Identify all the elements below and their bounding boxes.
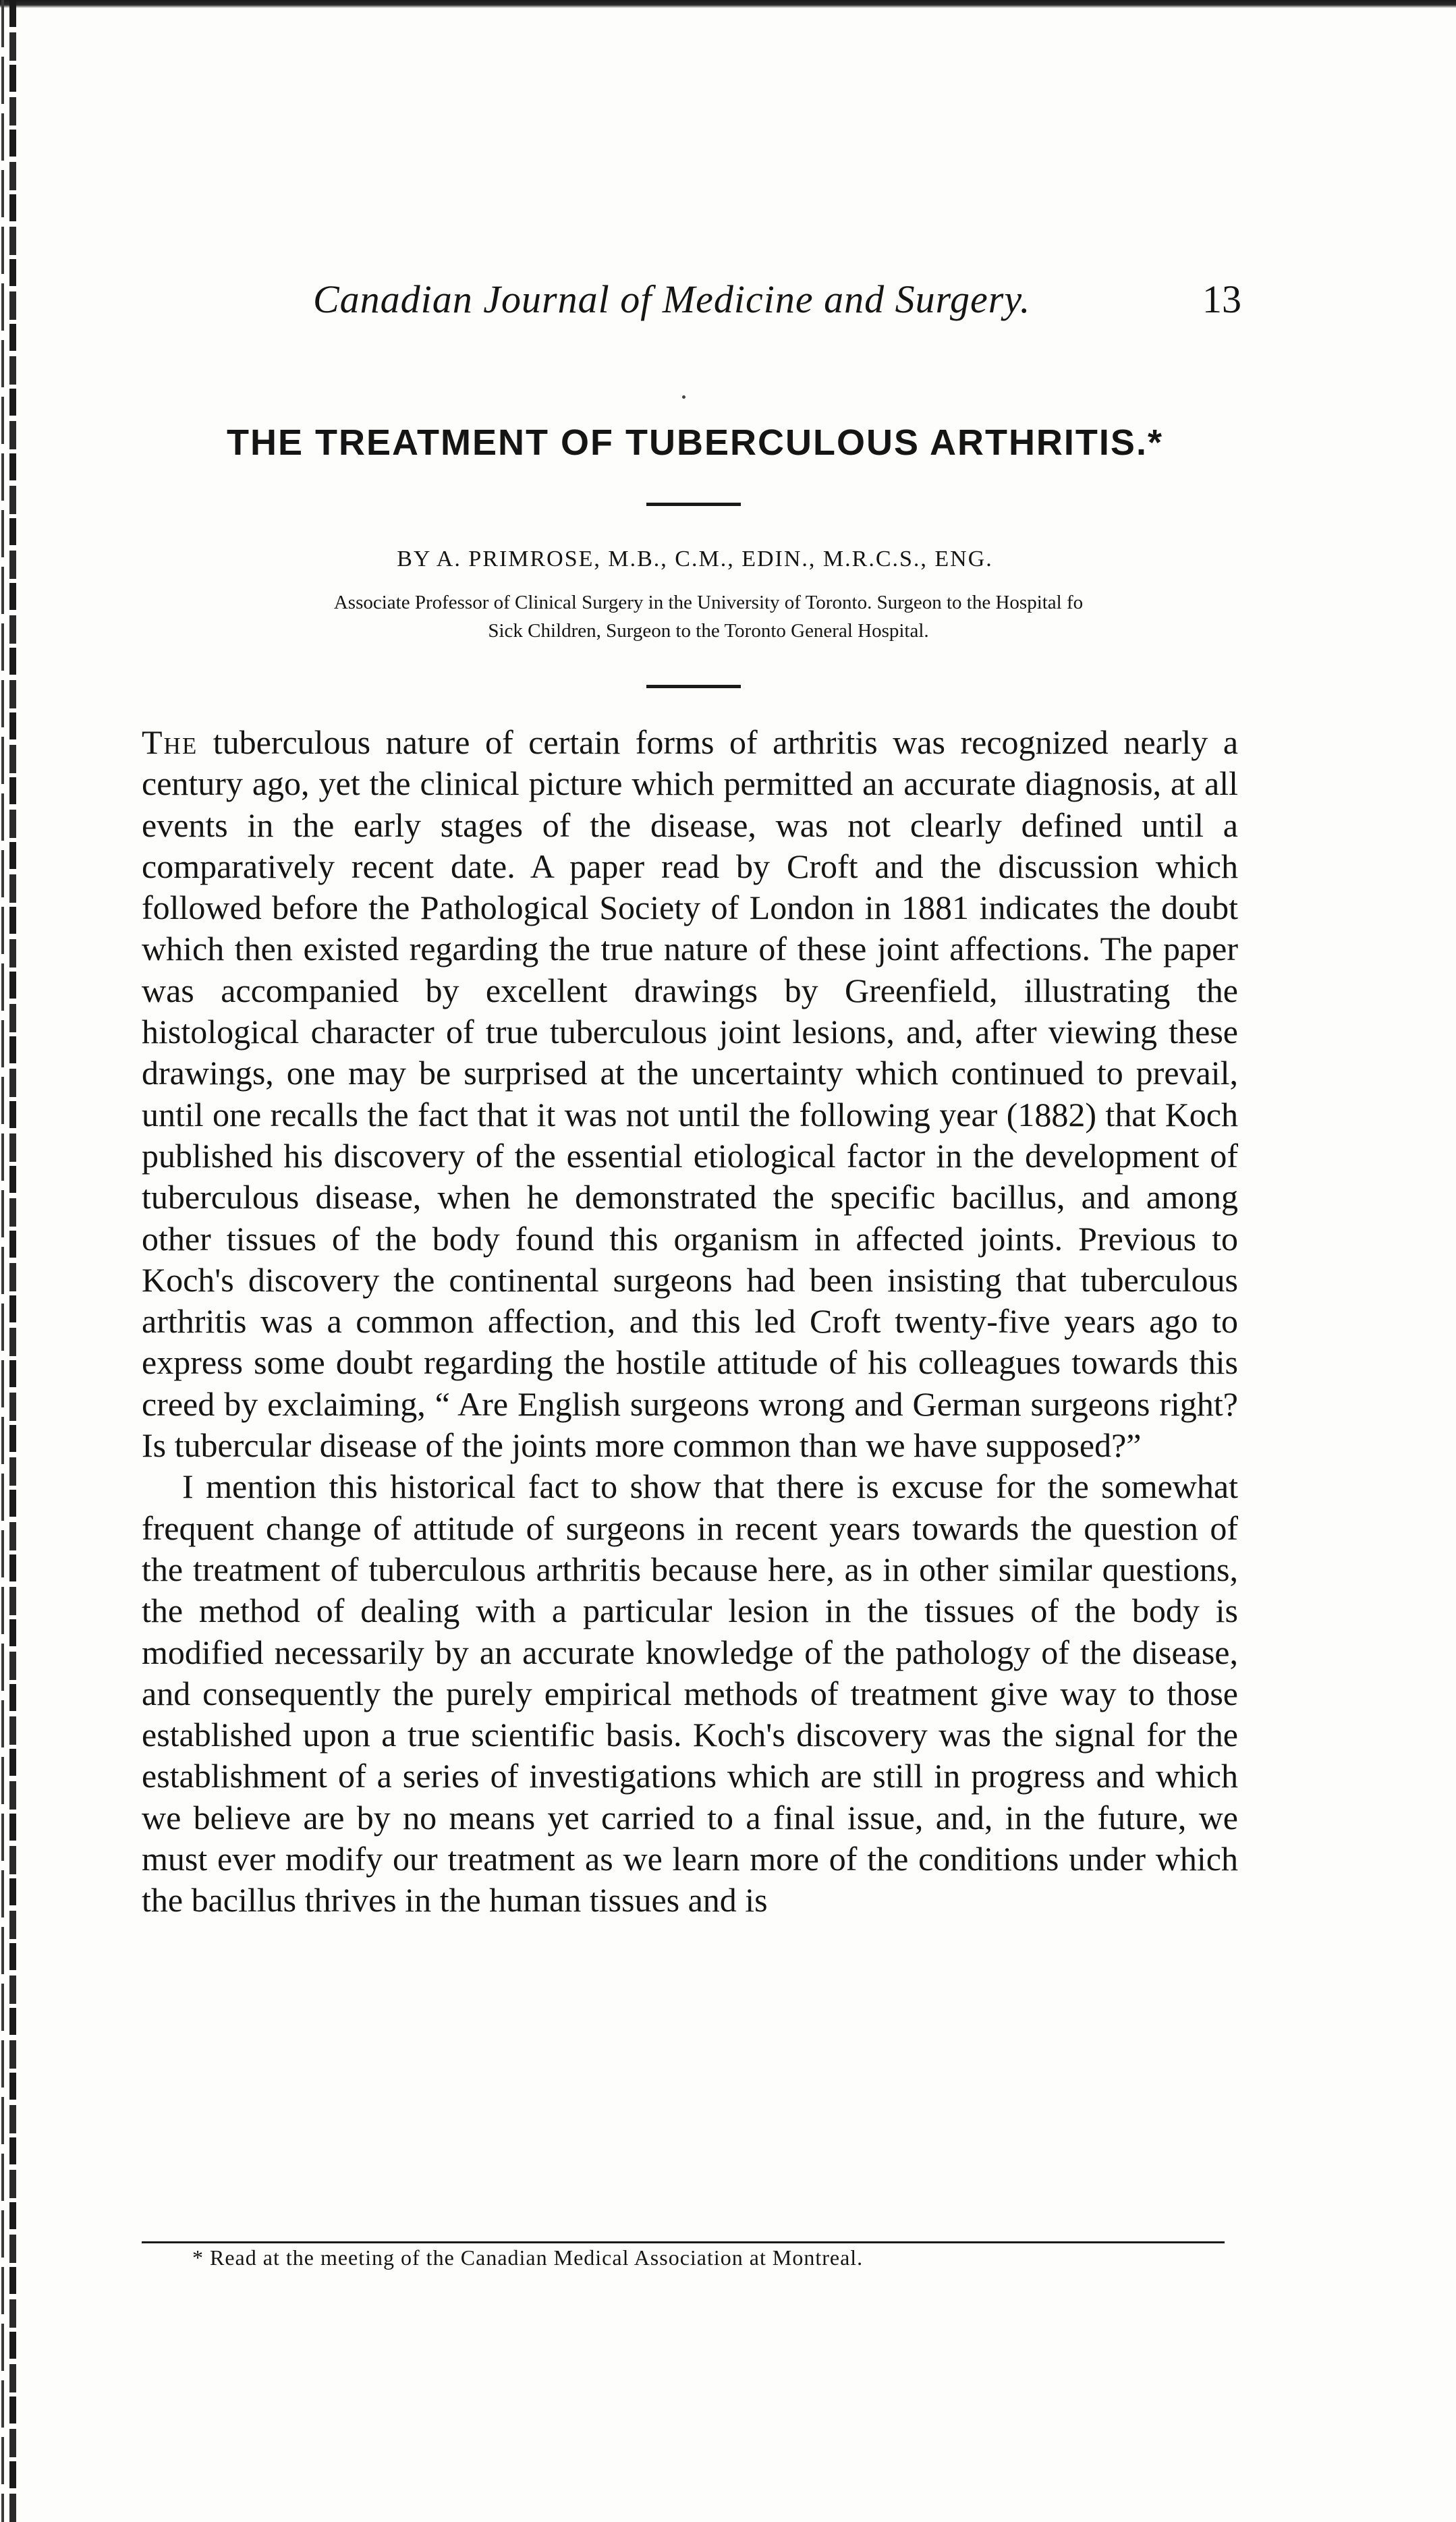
author-affiliation	[175, 588, 1241, 645]
page-number: 13	[1202, 277, 1241, 321]
byline-rule	[646, 685, 741, 688]
running-header	[297, 277, 1241, 331]
affiliation-line-1: Associate Professor of Clinical Surgery in the University of Toronto. Surgeon to the Hospital fo	[333, 592, 1084, 613]
author-byline: BY A. PRIMROSE, M.B., C.M., EDIN., M.R.C.S., ENG.	[397, 547, 993, 571]
footnote: * Read at the meeting of the Canadian Medical Association at Montreal.	[192, 2245, 864, 2270]
binding-edge-outer	[1, 0, 4, 2522]
article-title: THE TREATMENT OF TUBERCULOUS ARTHRITIS.*	[227, 422, 1163, 463]
journal-title: Canadian Journal of Medicine and Surgery.	[313, 277, 1031, 321]
binding-edge	[9, 0, 16, 2522]
paragraph-1	[142, 722, 1238, 1466]
affiliation-line-2: Sick Children, Surgeon to the Toronto General Hospital.	[488, 620, 929, 642]
paragraph-1-text: tuberculous nature of certain forms of arthritis was recognized nearly a century ago, yet the clinical picture which permitted an accurate diagnosis, at all events in the early stages of the disease, was not clearly defined until a comparatively recent date. A paper read by Croft and the discussion which followed before the Pathological Society of London in 1881 indicates the doubt which then existed regarding the true nature of these joint affections. The paper was accompanied by excellent drawings by Greenfield, illustrating the histological character of true tuberculous joint lesions, and, after viewing these drawings, one may be surprised at the uncertainty which continued to prevail, until one recalls the fact that it was not until the following year (1882) that Koch published his discovery of the essential etiological factor in the development of tuberculous disease, when he demonstrated the specific bacillus, and among other tissues of the body found this organism in affected joints. Previous to Koch's discovery the continental surgeons had been insisting that tuberculous arthritis was a common affection, and this led Croft twenty-five years ago to express some doubt regarding the hostile attitude of his colleagues towards this creed by exclaiming, “ Are English surgeons wrong and German surgeons right? Is tubercular disease of the joints more common than we have supposed?”	[142, 723, 1239, 1465]
print-speck	[682, 395, 685, 399]
paragraph-1-lead: The	[142, 723, 198, 761]
footnote-rule	[142, 2241, 1225, 2243]
top-scan-shadow	[0, 0, 1456, 8]
title-rule	[646, 503, 741, 506]
article-body	[142, 722, 1238, 1922]
paragraph-2: I mention this historical fact to show that there is excuse for the somewhat frequent change of attitude of surgeons in recent years towards the question of the treatment of tuberculous arthritis because here, as in other similar questions, the method of dealing with a particular lesion in the tissues of the body is modified necessarily by an accurate knowledge of the pathology of the disease, and consequently the purely empirical methods of treatment give way to those established upon a true scientific basis. Koch's discovery was the signal for the establishment of a series of investigations which are still in progress and which we believe are by no means yet carried to a final issue, and, in the future, we must ever modify our treatment as we learn more of the conditions under which the bacillus thrives in the human tissues and is	[142, 1467, 1238, 1919]
